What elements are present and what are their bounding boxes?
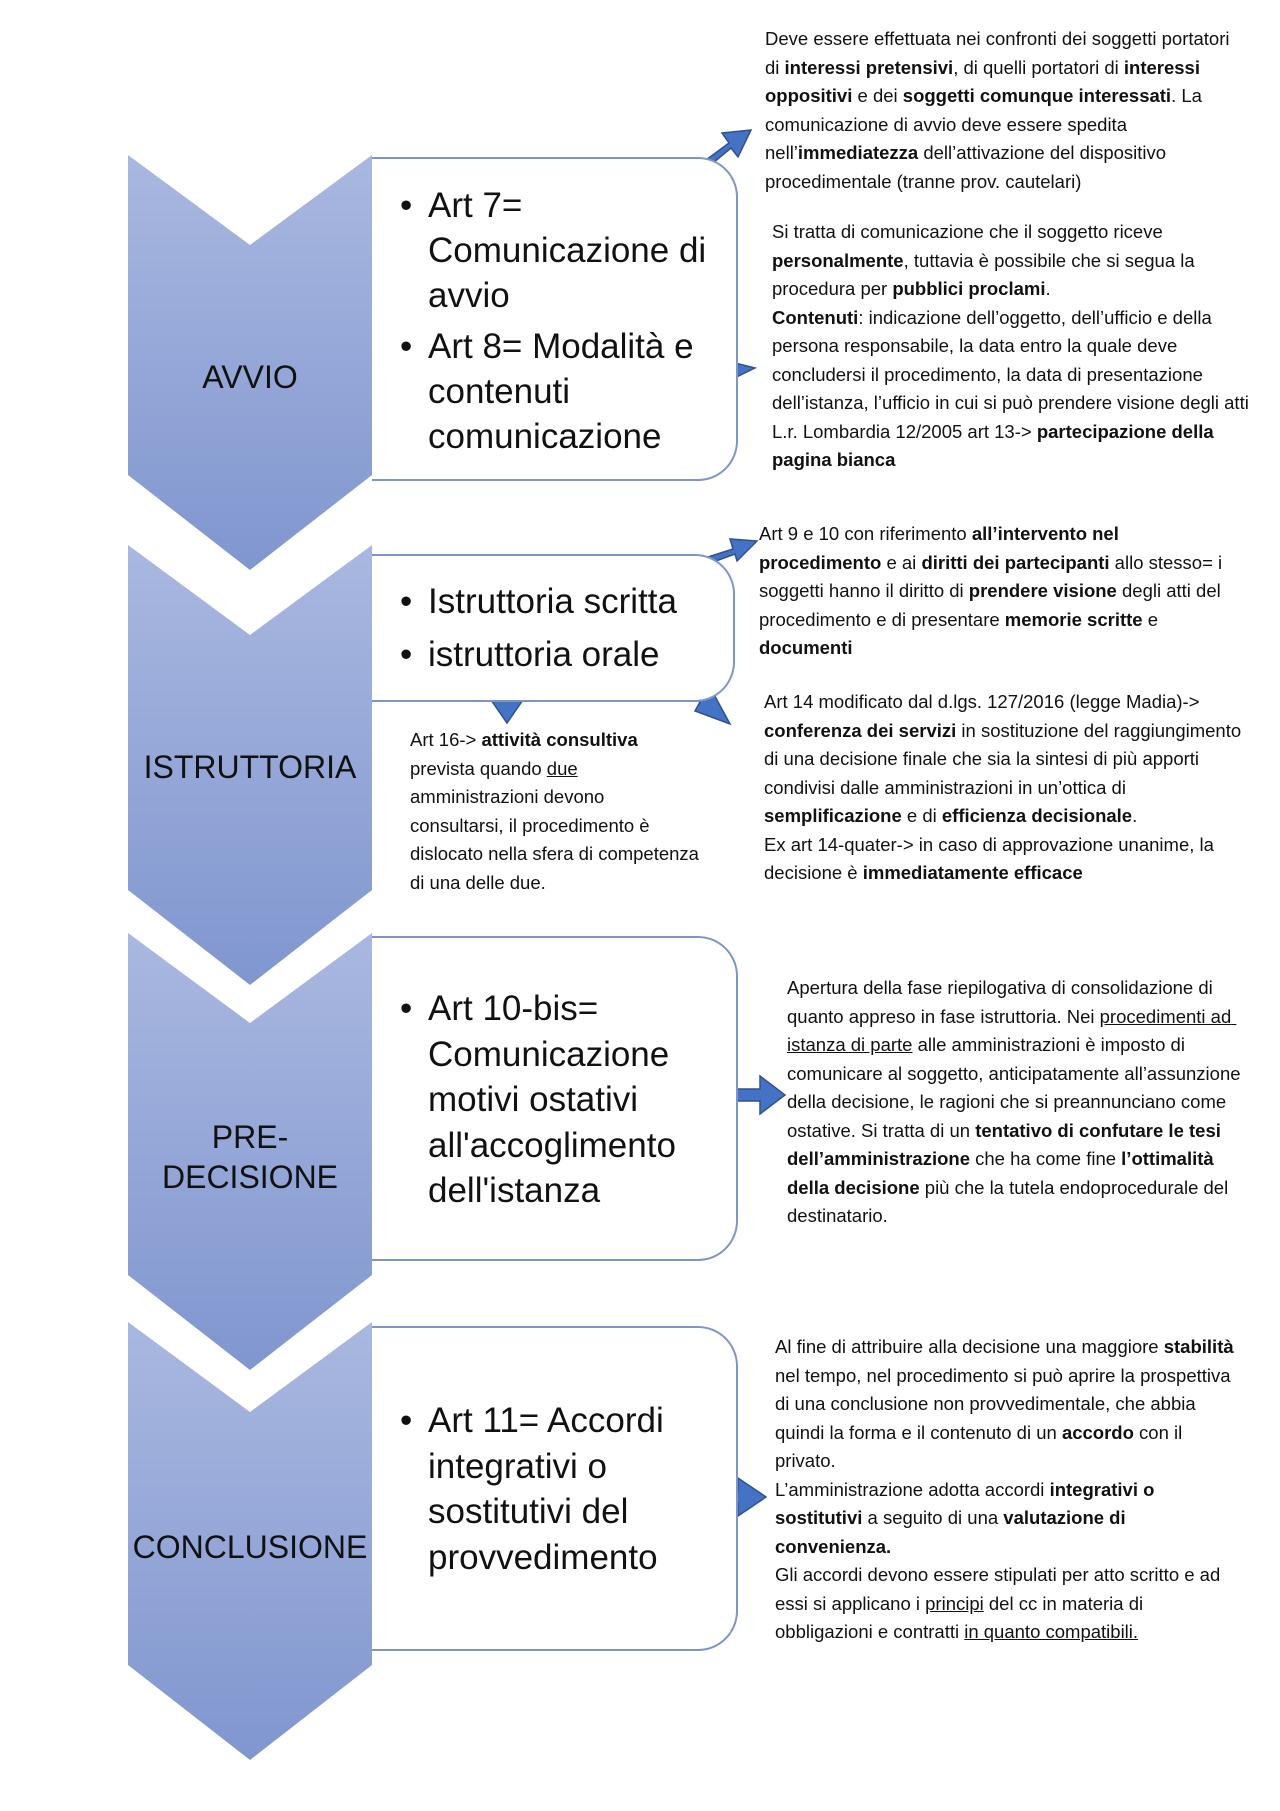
note-text-segment: immediatamente efficace xyxy=(862,862,1083,883)
note-text-segment: stabilità xyxy=(1163,1336,1234,1357)
note-istruttoria-conferenza xyxy=(764,688,1259,888)
note-text-segment: Art 14 modificato dal d.lgs. 127/2016 (legge Madia)-> xyxy=(764,691,1205,712)
bullet-art7: • Art 7= Comunicazione di avvio xyxy=(396,184,726,318)
phase-label-istruttoria: ISTRUTTORIA xyxy=(143,749,357,785)
note-text-segment: documenti xyxy=(759,637,853,658)
note-text-segment: e xyxy=(1142,608,1164,630)
note-avvio-modalita xyxy=(772,218,1262,475)
note-text-segment: personalmente xyxy=(772,249,904,271)
note-text-segment: Si tratta di comunicazione che il soggetto riceve xyxy=(772,221,1168,242)
phase-label-conclusione: CONCLUSIONE xyxy=(132,1529,368,1565)
note-text-segment: a seguito di una xyxy=(862,1507,1004,1528)
note-text-segment: in sostituzione del raggiungimento di una decisione finale che sia la sintesi di più apporti condivisi dalle amministrazioni in un’ottica di xyxy=(764,719,1247,798)
note-text-segment: interessi oppositivi xyxy=(765,56,1206,106)
bullet-istruttoria-orale: • istruttoria orale xyxy=(396,633,723,678)
note-text-segment: l’ottimalità della decisione xyxy=(787,1148,1219,1198)
note-avvio-comunicazione xyxy=(765,25,1245,196)
note-text-segment: Art 9 e 10 con riferimento xyxy=(759,523,972,544)
note-text-segment: memorie scritte xyxy=(1004,608,1143,630)
note-text-segment: : indicazione dell’oggetto, dell’ufficio e della persona responsabile, la data entro la quale deve concludersi il procedimento, la data di presentazione dell’istanza, l’ufficio in cui si può prendere visione degli atti L.r. Lombardia 12/2005 art 13-> xyxy=(772,306,1249,442)
note-text-segment: prendere visione xyxy=(968,580,1117,601)
note-predecisione xyxy=(787,974,1252,1231)
note-text-segment: allo stesso= i soggetti hanno il diritto di xyxy=(759,551,1228,601)
box-conclusione xyxy=(372,1326,738,1651)
note-text-segment: e di xyxy=(901,805,942,826)
note-text-segment: degli atti del procedimento e di presentare xyxy=(759,580,1226,630)
box-avvio xyxy=(372,157,738,481)
note-text-segment: nel tempo, nel procedimento si può aprire la prospettiva di una conclusione non provvedimentale, che abbia quindi la forma e il contenuto di un xyxy=(775,1336,1239,1443)
phase-label-predecisione: PRE- DECISIONE xyxy=(161,1119,339,1195)
note-text-segment: e ai xyxy=(881,551,922,573)
note-text-segment: Art 16-> xyxy=(410,729,482,750)
bullet-art10bis: • Art 10-bis= Comunicazione motivi ostativi all'accoglimento dell'istanza xyxy=(396,986,726,1214)
note-text-segment: principi xyxy=(925,1592,984,1614)
note-text-segment: del cc in materia di obbligazioni e contratti xyxy=(775,1592,1149,1642)
box-predecisione xyxy=(372,936,738,1261)
bullet-istruttoria-scritta: • Istruttoria scritta xyxy=(396,580,723,625)
note-text-segment: Contenuti xyxy=(772,306,859,328)
note-text-segment: . xyxy=(1045,278,1051,299)
note-text-segment: più che la tutela endoprocedurale del destinatario. xyxy=(787,1176,1234,1226)
note-text-segment: tentativo di confutare le tesi dell’amministrazione xyxy=(787,1119,1227,1169)
note-text-segment: amministrazioni devono consultarsi, il procedimento è dislocato nella sfera di competenza di una delle due. xyxy=(410,757,705,893)
phase-label-avvio: AVVIO xyxy=(202,359,298,395)
note-text-segment: pubblici proclami xyxy=(892,278,1046,299)
note-text-segment: che ha come fine xyxy=(970,1148,1122,1169)
note-text-segment: accordo xyxy=(1061,1421,1134,1443)
note-istruttoria-partecipazione xyxy=(759,520,1239,663)
note-istruttoria-consultiva xyxy=(410,726,705,897)
note-text-segment: dell’attivazione del dispositivo procedimentale (tranne prov. cautelari) xyxy=(765,142,1172,192)
note-text-segment: e dei xyxy=(852,85,903,106)
note-text-segment: interessi pretensivi xyxy=(784,56,954,78)
bullet-art11: • Art 11= Accordi integrativi o sostitutivi del provvedimento xyxy=(396,1398,726,1580)
note-text-segment: Al fine di attribuire alla decisione una maggiore xyxy=(775,1336,1164,1357)
note-text-segment: procedimenti ad istanza di parte xyxy=(787,1005,1237,1055)
note-text-segment: integrativi o sostitutivi xyxy=(775,1478,1160,1528)
note-text-segment: semplificazione xyxy=(764,805,902,826)
note-text-segment: alle amministrazioni è imposto di comunicare al soggetto, anticipatamente all’assunzione della decisione, le ragioni che si preannunciano come ostative. Si tratta di un xyxy=(787,1034,1246,1141)
note-text-segment: all’intervento nel procedimento xyxy=(759,523,1125,573)
note-text-segment: valutazione di convenienza. xyxy=(775,1507,1131,1557)
note-text-segment: . La comunicazione di avvio deve essere spedita nell’ xyxy=(765,85,1208,163)
note-text-segment: diritti dei partecipanti xyxy=(921,551,1110,573)
note-text-segment: con il privato. L’amministrazione adotta accordi xyxy=(775,1421,1183,1500)
note-text-segment: , di quelli portatori di xyxy=(953,56,1124,78)
note-text-segment: efficienza decisionale xyxy=(941,805,1133,826)
box-istruttoria xyxy=(372,554,735,702)
note-text-segment: immediatezza xyxy=(797,142,919,163)
note-conclusione xyxy=(775,1333,1245,1647)
note-text-segment: Gli accordi devono essere stipulati per atto scritto e ad essi si applicano i xyxy=(775,1564,1221,1614)
note-text-segment: . Ex art 14-quater-> in caso di approvazione unanime, la decisione è xyxy=(764,805,1214,883)
note-text-segment: partecipazione della pagina bianca xyxy=(772,420,1219,470)
note-text-segment: prevista quando xyxy=(410,729,643,779)
note-text-segment: Apertura della fase riepilogativa di consolidazione di quanto appreso in fase istruttoria. Nei xyxy=(787,977,1218,1027)
note-text-segment: conferenza dei servizi xyxy=(764,719,957,741)
note-text-segment: in quanto compatibili. xyxy=(964,1621,1139,1642)
note-text-segment: Deve essere effettuata nei confronti dei soggetti portatori di xyxy=(765,28,1235,78)
bullet-art8: • Art 8= Modalità e contenuti comunicazione xyxy=(396,325,726,459)
note-text-segment: due xyxy=(546,757,578,779)
note-text-segment: attività consultiva xyxy=(481,729,638,750)
note-text-segment: soggetti comunque interessati xyxy=(902,85,1172,106)
note-text-segment: , tuttavia è possibile che si segua la procedura per xyxy=(772,249,1200,299)
